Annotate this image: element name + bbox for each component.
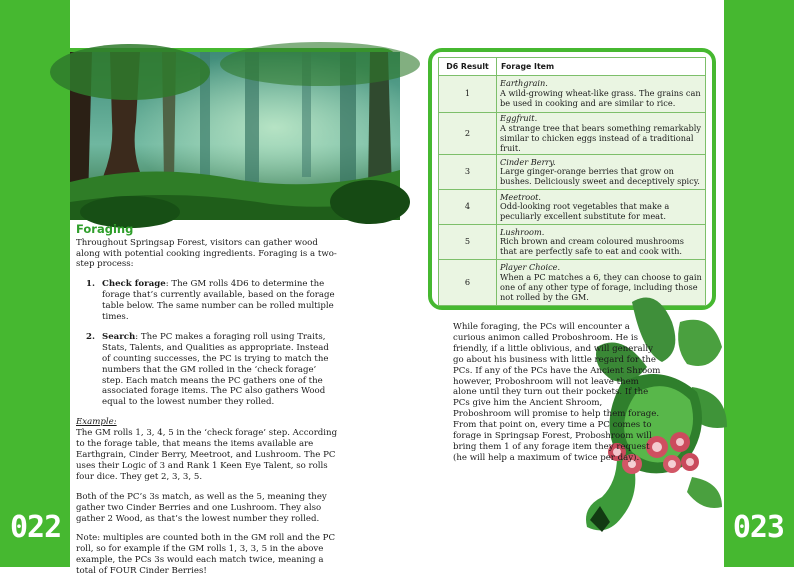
item-name: Lushroom. (500, 226, 545, 237)
item-name: Eggfruit. (500, 113, 538, 123)
item-desc: Large ginger-orange berries that grow on bushes. Deliciously sweet and deceptively spicy. (500, 166, 700, 187)
item-name: Player Choice. (500, 262, 561, 273)
roll-cell: 5 (439, 225, 497, 260)
table-row (439, 76, 706, 113)
header-forage-item: Forage Item (497, 58, 706, 76)
right-margin-strip (724, 0, 794, 567)
forest-illustration (70, 48, 400, 216)
roll-cell: 1 (439, 76, 497, 113)
item-cell (497, 155, 706, 190)
step-term: Check forage (102, 279, 166, 290)
table-row (439, 190, 706, 225)
item-cell (497, 76, 706, 113)
page-number-right: 023 (732, 510, 784, 545)
step-term: Search (102, 331, 136, 342)
table-row (439, 225, 706, 260)
item-cell (497, 190, 706, 225)
roll-cell: 2 (439, 113, 497, 155)
forage-table (438, 57, 706, 306)
proboshroom-paragraph: While foraging, the PCs will encounter a curious animon called Proboshroom. He is friendly, if a little oblivious, and will generally go about his business with little regard for the PCs. If any of the PCs have the Ancient Shroom however, Proboshroom will not leave them alone until they turn out their pockets. If the PCs give him the Ancient Shroom, Proboshroom will promise to help them forage. From that point on, every time a PC comes to forage in Springsap Forest, Proboshroom will bring them 1 of any forage item they request (he will help a maximum of twice per day). (453, 322, 661, 463)
step-body (102, 332, 338, 408)
item-name: Cinder Berry. (500, 156, 556, 167)
item-name: Earthgrain. (500, 78, 548, 89)
example-label: Example: (76, 417, 117, 428)
example-paragraph: The GM rolls 1, 3, 4, 5 in the ‘check forage’ step. According to the forage table, that means the items available are Earthgrain, Cinder Berry, Meetroot, and Lushroom. The PC uses their Logic of 3 and Rank 1 Keen Eye Talent, so rolls four dice. They get 2, 3, 3, 5. (76, 428, 338, 482)
table-header-row (439, 58, 706, 76)
step-body (102, 279, 338, 323)
match-paragraph: Both of the PC’s 3s match, as well as the 5, meaning they gather two Cinder Berries and one Lushroom. They also gather 2 Wood, as that’s the lowest number they rolled. (76, 491, 327, 524)
roll-cell: 3 (439, 155, 497, 190)
roll-cell: 4 (439, 190, 497, 225)
forage-table-frame (428, 48, 716, 310)
item-desc: Rich brown and cream coloured mushrooms that are perfectly safe to eat and cook with. (500, 236, 684, 257)
step-text: : The PC makes a foraging roll using Traits, Stats, Talents, and Qualities as appropriate. Instead of counting successes, the PC is trying to match the numbers that the GM rolled in the ‘check forage’ step. Each match means the PC gathers one of the associated forage items. The PC also gathers Wood equal to the lowest number they rolled. (102, 331, 329, 408)
roll-cell: 6 (439, 260, 497, 306)
item-cell (497, 113, 706, 155)
step-2 (86, 332, 338, 408)
intro-paragraph: Throughout Springsap Forest, visitors can gather wood along with potential cooking ingredients. Foraging is a two-step process: (76, 237, 337, 270)
step-number: 2. (86, 331, 95, 342)
page-number-left: 022 (10, 510, 62, 545)
step-number: 1. (86, 279, 95, 290)
foraging-section (76, 222, 338, 586)
step-1 (86, 279, 338, 323)
proboshroom-section (453, 322, 663, 464)
item-desc: When a PC matches a 6, they can choose to gain one of any other type of forage, including those not rolled by the GM. (500, 272, 702, 302)
table-row (439, 155, 706, 190)
item-cell (497, 225, 706, 260)
item-desc: Odd-looking root vegetables that make a peculiarly excellent substitute for meat. (500, 201, 670, 222)
item-desc: A wild-growing wheat-like grass. The grains can be used in cooking and are similar to rice. (500, 88, 701, 108)
note-paragraph: Note: multiples are counted both in the GM roll and the PC roll, so for example if the GM rolls 1, 3, 3, 5 in the above example, the PCs 3s would each match twice, meaning a total of FOUR Cinder Berries! (76, 533, 336, 577)
header-d6-result: D6 Result (439, 58, 497, 76)
table-row (439, 113, 706, 155)
step-text: : The GM rolls 4D6 to determine the forage that’s currently available, based on the forage table below. The same number can be rolled multiple times. (102, 279, 335, 323)
section-heading: Foraging (76, 222, 134, 236)
item-name: Meetroot. (500, 191, 542, 202)
item-desc: A strange tree that bears something remarkably similar to chicken eggs instead of a traditional fruit. (500, 122, 701, 153)
